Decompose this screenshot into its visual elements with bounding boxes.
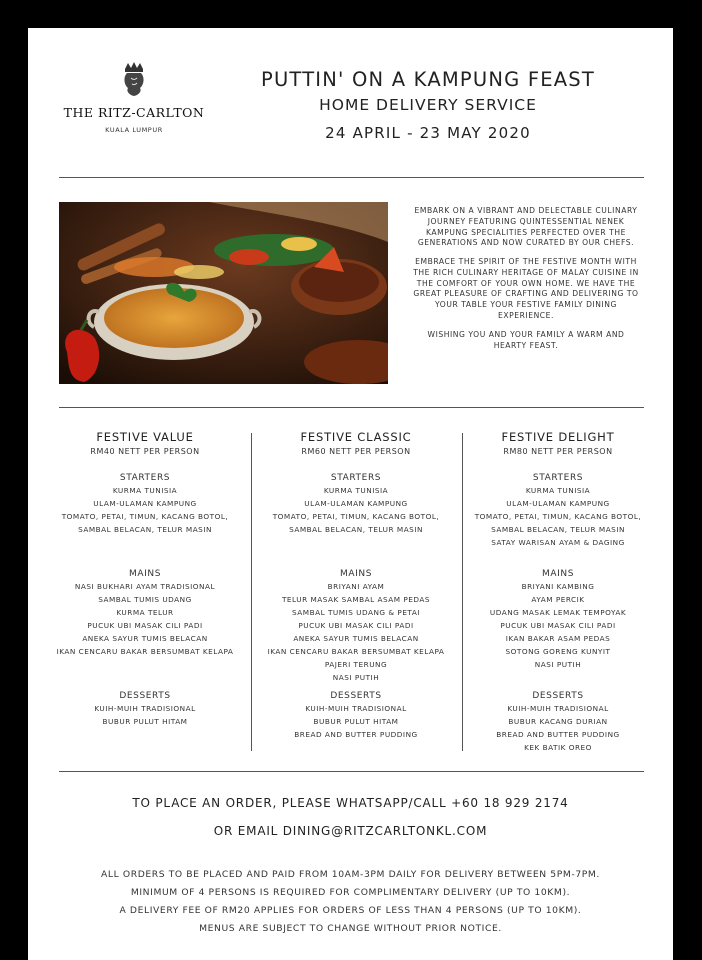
menu-item: KUIH-MUIH TRADISIONAL bbox=[507, 704, 609, 713]
menu-item: ANEKA SAYUR TUMIS BELACAN bbox=[82, 634, 208, 643]
menu-item: SAMBAL TUMIS UDANG & PETAI bbox=[292, 608, 420, 617]
menu-item: IKAN CENCARU BAKAR BERSUMBAT KELAPA bbox=[267, 647, 445, 656]
menu-item: IKAN BAKAR ASAM PEDAS bbox=[505, 634, 611, 643]
menu-festive-classic bbox=[256, 430, 456, 741]
menu-item: KURMA TUNISIA bbox=[112, 486, 178, 495]
menu-festive-value bbox=[45, 430, 245, 728]
menu-item: BUBUR KACANG DURIAN bbox=[508, 717, 608, 726]
order-notes bbox=[28, 866, 673, 938]
menu-festive-delight bbox=[458, 430, 658, 754]
menu-item: BUBUR PULUT HITAM bbox=[313, 717, 399, 726]
menu-item: TELUR MASAK SAMBAL ASAM PEDAS bbox=[281, 595, 431, 604]
intro-paragraph: EMBRACE THE SPIRIT OF THE FESTIVE MONTH WITH THE RICH CULINARY HERITAGE OF MALAY CUISINE IN THE COMFORT OF YOUR OWN HOME. WE HAVE THE GREAT PLEASURE OF CRAFTING AND DELIVERING TO YOUR TABLE YOUR FESTIVE FAMILY DINING EXPERIENCE. bbox=[413, 257, 639, 321]
brand-name: THE RITZ-CARLTON bbox=[63, 105, 205, 120]
column-divider bbox=[251, 433, 252, 751]
menu-item: BUBUR PULUT HITAM bbox=[102, 717, 188, 726]
section-label: STARTERS bbox=[330, 473, 382, 483]
menu-item: TOMATO, PETAI, TIMUN, KACANG BOTOL, bbox=[61, 512, 229, 521]
section-label: MAINS bbox=[128, 569, 162, 579]
note-line: MINIMUM OF 4 PERSONS IS REQUIRED FOR COMPLIMENTARY DELIVERY (UP TO 10KM). bbox=[130, 887, 571, 898]
divider bbox=[59, 177, 644, 178]
menu-item: BREAD AND BUTTER PUDDING bbox=[496, 730, 620, 739]
menu-item: PUCUK UBI MASAK CILI PADI bbox=[87, 621, 203, 630]
menu-item: ANEKA SAYUR TUMIS BELACAN bbox=[293, 634, 419, 643]
menu-item: SATAY WARISAN AYAM & DAGING bbox=[491, 538, 625, 547]
menu-item: PAJERI TERUNG bbox=[324, 660, 388, 669]
section-label: STARTERS bbox=[532, 473, 584, 483]
menu-item: SOTONG GORENG KUNYIT bbox=[505, 647, 611, 656]
section-label: MAINS bbox=[541, 569, 575, 579]
menu-item: KURMA TUNISIA bbox=[525, 486, 591, 495]
menu-item: SAMBAL TUMIS UDANG bbox=[98, 595, 192, 604]
menu-item: SAMBAL BELACAN, TELUR MASIN bbox=[491, 525, 625, 534]
intro-paragraph: WISHING YOU AND YOUR FAMILY A WARM AND HEARTY FEAST. bbox=[427, 329, 625, 350]
menu-item: KEK BATIK OREO bbox=[524, 743, 592, 752]
menu-item: KURMA TUNISIA bbox=[323, 486, 389, 495]
note-line: A DELIVERY FEE OF RM20 APPLIES FOR ORDERS OF LESS THAN 4 PERSONS (UP TO 10KM). bbox=[119, 905, 582, 916]
divider bbox=[59, 771, 644, 772]
menu-price: RM40 NETT PER PERSON bbox=[90, 447, 200, 456]
order-email: OR EMAIL DINING@RITZCARLTONKL.COM bbox=[213, 824, 488, 838]
ritz-carlton-logo bbox=[58, 61, 210, 134]
brand-city: KUALA LUMPUR bbox=[105, 126, 163, 134]
menu-item: NASI BUKHARI AYAM TRADISIONAL bbox=[74, 582, 216, 591]
menu-item: UDANG MASAK LEMAK TEMPOYAK bbox=[489, 608, 627, 617]
section-label: DESSERTS bbox=[330, 691, 382, 701]
menu-item: PUCUK UBI MASAK CILI PADI bbox=[298, 621, 414, 630]
menu-item: TOMATO, PETAI, TIMUN, KACANG BOTOL, bbox=[474, 512, 642, 521]
menu-item: AYAM PERCIK bbox=[531, 595, 585, 604]
divider bbox=[59, 407, 644, 408]
menu-title: FESTIVE VALUE bbox=[96, 430, 194, 444]
menu-item: TOMATO, PETAI, TIMUN, KACANG BOTOL, bbox=[272, 512, 440, 521]
section-label: MAINS bbox=[339, 569, 373, 579]
menu-item: ULAM-ULAMAN KAMPUNG bbox=[506, 499, 610, 508]
page-header bbox=[208, 68, 648, 142]
menu-item: NASI PUTIH bbox=[534, 660, 582, 669]
food-photo bbox=[59, 202, 388, 384]
menu-item: ULAM-ULAMAN KAMPUNG bbox=[93, 499, 197, 508]
menu-price: RM80 NETT PER PERSON bbox=[503, 447, 613, 456]
menu-item: SAMBAL BELACAN, TELUR MASIN bbox=[78, 525, 212, 534]
menu-item: KUIH-MUIH TRADISIONAL bbox=[94, 704, 196, 713]
promo-dates: 24 APRIL - 23 MAY 2020 bbox=[325, 124, 531, 142]
menu-item: BREAD AND BUTTER PUDDING bbox=[294, 730, 418, 739]
menu-item: KUIH-MUIH TRADISIONAL bbox=[305, 704, 407, 713]
page-title: PUTTIN' ON A KAMPUNG FEAST bbox=[261, 68, 595, 91]
menu-item: NASI PUTIH bbox=[332, 673, 380, 682]
menu-item: BRIYANI KAMBING bbox=[521, 582, 595, 591]
menu-item: SAMBAL BELACAN, TELUR MASIN bbox=[289, 525, 423, 534]
order-phone: TO PLACE AN ORDER, PLEASE WHATSAPP/CALL +60 18 929 2174 bbox=[132, 796, 569, 810]
menu-item: PUCUK UBI MASAK CILI PADI bbox=[500, 621, 616, 630]
menu-item: ULAM-ULAMAN KAMPUNG bbox=[304, 499, 408, 508]
menu-title: FESTIVE CLASSIC bbox=[300, 430, 412, 444]
menu-flyer bbox=[28, 28, 673, 960]
note-line: ALL ORDERS TO BE PLACED AND PAID FROM 10AM-3PM DAILY FOR DELIVERY BETWEEN 5PM-7PM. bbox=[101, 869, 600, 880]
menu-item: BRIYANI AYAM bbox=[327, 582, 385, 591]
menu-price: RM60 NETT PER PERSON bbox=[301, 447, 411, 456]
section-label: DESSERTS bbox=[532, 691, 584, 701]
menu-item: IKAN CENCARU BAKAR BERSUMBAT KELAPA bbox=[56, 647, 234, 656]
menu-item: KURMA TELUR bbox=[116, 608, 174, 617]
lion-crown-icon bbox=[121, 61, 147, 97]
page-subtitle: HOME DELIVERY SERVICE bbox=[319, 96, 537, 114]
section-label: STARTERS bbox=[119, 473, 171, 483]
menu-title: FESTIVE DELIGHT bbox=[501, 430, 615, 444]
intro-text bbox=[410, 206, 642, 359]
note-line: MENUS ARE SUBJECT TO CHANGE WITHOUT PRIOR NOTICE. bbox=[199, 923, 502, 934]
section-label: DESSERTS bbox=[119, 691, 171, 701]
intro-paragraph: EMBARK ON A VIBRANT AND DELECTABLE CULINARY JOURNEY FEATURING QUINTESSENTIAL NENEK KAMPUNG SPECIALITIES PERFECTED OVER THE GENERATIONS AND NOW CURATED BY OUR CHEFS. bbox=[414, 206, 638, 248]
